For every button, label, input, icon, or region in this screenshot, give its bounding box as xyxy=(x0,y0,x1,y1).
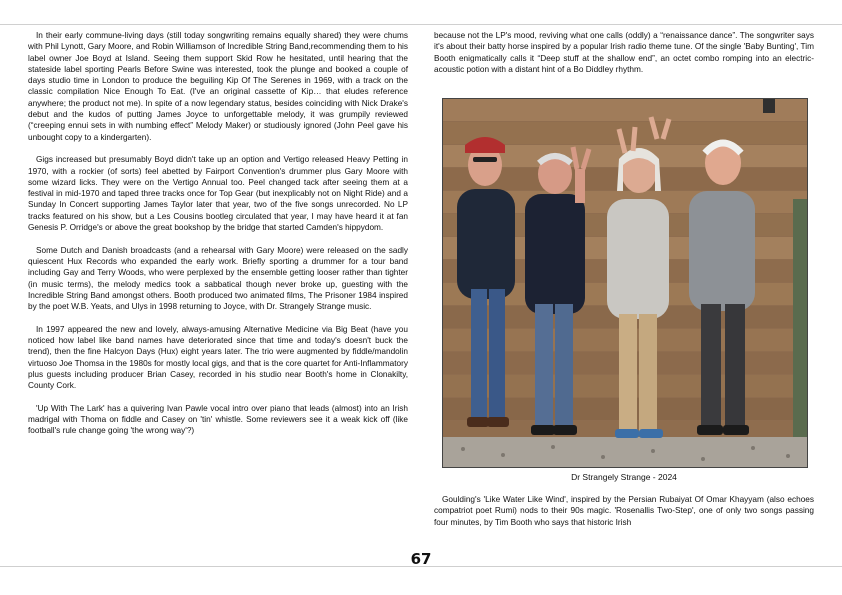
paragraph: In their early commune-living days (still today songwriting remains equally shared) they were chums with Phil Lynott, Gary Moore, and Robin Williamson of Incredible String Band,recommending them to his label owner Joe Boyd at Island. Seeing them support Skid Row he hesitated, until hearing that the stateside label sporting Pearls Before Swine was interested, took the plunge and booked a couple of days studio time in London to produce the beguiling Kip Of The Serenes in 1969, with a track on the classic compilation Nice Enough To Eat. (I've an original cassette of Kip… that eludes reference anywhere; the product not me). In spite of a now legendary status, besides coinciding with Nick Drake's debut and the kudos of putting James Joyce to unforgettable melody, it was grumpily reviewed (“creeping ennui sets in with numbing effect” Melody Maker) or studiously ignored (John Peel gave his unbought copy to a kindergarten). xyxy=(28,31,408,142)
photo-caption: Dr Strangely Strange - 2024 xyxy=(571,472,677,482)
left-column xyxy=(28,30,408,448)
paragraph: Goulding's 'Like Water Like Wind', inspired by the Persian Rubaiyat Of Omar Khayyam (also echoes compatriot poet Rumi) nods to their 90s magic. 'Rosenallis Two-Step', one of only two songs passing four minutes, by Tim Booth who says that historic Irish xyxy=(434,495,814,527)
page-number: 67 xyxy=(410,550,432,568)
paragraph: Some Dutch and Danish broadcasts (and a rehearsal with Gary Moore) were released on the sadly quiescent Hux Records who expanded the early work. Briefly sporting a drummer for a tour band including Gay and Terry Woods, who were perplexed by the ensemble getting looser rather than tighter (in music terms), the melody medics took a sabbatical though never broke up, guesting with the Incredible String Band amongst others. Booth produced two animated films, The Prisoner 1984 inspired by the poet W.B. Yeats, and Ulys in 1998 returning to Joyce, with Dr. Strangely Strange music. xyxy=(28,245,408,312)
band-photo-illustration xyxy=(443,99,807,467)
paragraph: 'Up With The Lark' has a quivering Ivan Pawle vocal intro over piano that leads (almost) into an Irish madrigal with Thoma on fiddle and Casey on 'tin' whistle. Some reviewers see it a weak kick off (like football's rule change going 'the wrong way'?) xyxy=(28,403,408,436)
right-column-closing xyxy=(434,494,814,539)
right-column-intro xyxy=(434,30,814,86)
paragraph: because not the LP's mood, reviving what one calls (oddly) a “renaissance dance”. The songwriter says it's about their batty horse inspired by a popular Irish radio theme tune. Of the single 'Baby Bunting', Tim Booth enigmatically calls it “Deep stuff at the shallow end”, an octet combo romping into an electric-acoustic potion with a distant hint of a Bo Diddley rhythm. xyxy=(434,31,814,74)
band-photo xyxy=(442,98,808,468)
paragraph: Gigs increased but presumably Boyd didn't take up an option and Vertigo released Heavy Petting in 1970, with a rockier (of sorts) feel abetted by Fairport Convention's drummer plus Gary Moore with some wizard licks. They were on the Vertigo Annual too. Peel changed tack after seeing them at a festival in mid-1970 and taped three tracks once for Top Gear (but inexplicably not on Night Ride) and a Sunday In Concert supporting James Taylor later that year, two of the five songs unrecorded. No LP tracks featured on his show, but a Les Cousins bootleg circulated that year, I may have heard it at fan Genesis P. Orridge's or above the great bookshop by the bridge that started Camden's hippydom. xyxy=(28,155,408,233)
top-rule xyxy=(0,24,842,25)
paragraph: In 1997 appeared the new and lovely, always-amusing Alternative Medicine via Big Beat (have you noticed how label like band names have deteriorated since that time and today's doesn't buck the trend), then the fine Halcyon Days (Hux) eight years later. The trio were augmented by fiddle/mandolin virtuoso Joe Thomsa in the 1980s for mostly local gigs, and that is the core quartet for Anti-Inflammatory plus guests including producer Brian Casey, recorded in his studio near Booth's home in Clonakilty, County Cork. xyxy=(28,324,408,391)
